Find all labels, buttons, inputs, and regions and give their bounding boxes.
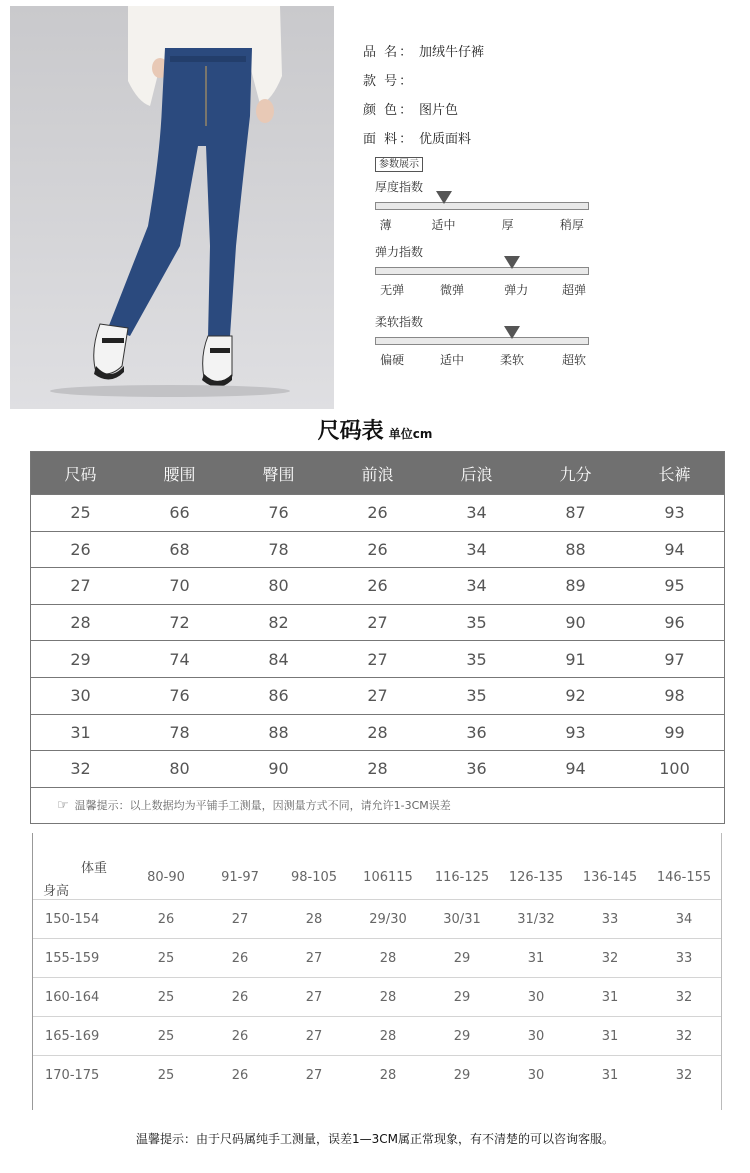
product-photo: [10, 6, 334, 409]
table-cell: 99: [664, 722, 685, 742]
table-cell: 70: [169, 576, 190, 596]
table-cell: 34: [466, 576, 487, 596]
table-cell: 97: [664, 649, 685, 669]
param-marker: [504, 326, 520, 339]
table-cell: 26: [157, 911, 175, 927]
table-cell: 27: [231, 911, 249, 927]
table-cell: 31: [601, 989, 619, 1005]
param-tick: 超弹: [562, 283, 587, 297]
table-cell: 100: [659, 759, 690, 779]
table-cell: 82: [268, 613, 289, 633]
table-cell: 34: [466, 539, 487, 559]
param-elasticity: [375, 243, 589, 297]
weight-height-header: [33, 833, 721, 899]
height-row-label: 150-154: [45, 911, 100, 927]
table-cell: 29: [453, 989, 471, 1005]
size-table-title: [0, 414, 750, 445]
param-tick: 稍厚: [559, 218, 584, 232]
table-cell: 30: [527, 1067, 545, 1083]
size-note-text: 温馨提示：以上数据均为平铺手工测量，因测量方式不同，请允许1-3CM误差: [74, 799, 451, 813]
weight-height-body: [33, 899, 721, 1094]
table-cell: 76: [268, 503, 289, 523]
param-tick: 薄: [379, 218, 392, 232]
weight-header-cell: 126-135: [508, 870, 564, 885]
table-cell: 36: [466, 759, 487, 779]
info-row-fabric: [363, 123, 723, 152]
table-row: [31, 640, 724, 677]
table-cell: 31: [601, 1028, 619, 1044]
param-tick: 微弹: [440, 283, 465, 297]
table-cell: 33: [675, 950, 693, 966]
table-cell: 28: [305, 911, 323, 927]
table-cell: 26: [367, 503, 388, 523]
table-cell: 98: [664, 686, 685, 706]
table-cell: 32: [675, 1028, 693, 1044]
table-cell: 74: [169, 649, 190, 669]
table-row: [33, 977, 721, 1016]
size-table-body: [31, 494, 724, 787]
param-bar: [375, 337, 589, 345]
table-cell: 27: [305, 1067, 323, 1083]
table-cell: 80: [268, 576, 289, 596]
table-cell: 28: [379, 950, 397, 966]
table-cell: 27: [305, 989, 323, 1005]
table-cell: 31: [601, 1067, 619, 1083]
table-cell: 30: [527, 1028, 545, 1044]
table-cell: 28: [70, 613, 91, 633]
param-softness: [375, 313, 589, 367]
table-cell: 26: [231, 989, 249, 1005]
table-cell: 35: [466, 613, 487, 633]
table-row: [33, 899, 721, 938]
table-cell: 94: [565, 759, 586, 779]
size-table-header: [31, 452, 724, 494]
param-name: 柔软指数: [375, 315, 424, 329]
table-corner: [33, 833, 129, 899]
table-cell: 25: [157, 1067, 175, 1083]
weight-height-table: [32, 833, 722, 1110]
table-cell: 26: [231, 1067, 249, 1083]
table-cell: 95: [664, 576, 685, 596]
table-cell: 34: [675, 911, 693, 927]
table-cell: 29: [453, 950, 471, 966]
table-cell: 34: [466, 503, 487, 523]
table-cell: 27: [367, 649, 388, 669]
table-cell: 32: [675, 989, 693, 1005]
height-row-label: 165-169: [45, 1028, 100, 1044]
table-cell: 26: [367, 576, 388, 596]
table-row: [31, 604, 724, 641]
size-header-cell: 尺码: [64, 464, 97, 484]
table-cell: 28: [379, 1067, 397, 1083]
product-info: [363, 36, 723, 152]
table-row: [31, 531, 724, 568]
param-ticks: [375, 351, 589, 367]
table-cell: 78: [268, 539, 289, 559]
table-cell: 28: [379, 989, 397, 1005]
table-cell: 26: [231, 950, 249, 966]
info-label: 款 号：: [363, 74, 415, 89]
table-cell: 26: [231, 1028, 249, 1044]
table-cell: 68: [169, 539, 190, 559]
table-row: [33, 1016, 721, 1055]
table-cell: 29: [453, 1067, 471, 1083]
table-row: [31, 714, 724, 751]
info-label: 品 名：: [363, 45, 415, 60]
table-cell: 27: [70, 576, 91, 596]
size-header-cell: 九分: [559, 464, 592, 484]
size-table-note: [31, 787, 724, 823]
height-row-label: 155-159: [45, 950, 100, 966]
bottom-note: 温馨提示：由于尺码属纯手工测量，误差1—3CM属正常现象，有不清楚的可以咨询客服。: [135, 1132, 614, 1146]
info-value: 图片色: [419, 103, 459, 118]
param-tick: 适中: [431, 218, 456, 232]
param-name: 厚度指数: [375, 180, 424, 194]
table-cell: 30: [70, 686, 91, 706]
weight-header-cell: 136-145: [582, 870, 638, 885]
param-tick: 适中: [440, 353, 465, 367]
table-cell: 93: [664, 503, 685, 523]
table-cell: 30/31: [443, 911, 481, 927]
info-row-style-no: [363, 65, 723, 94]
param-marker: [504, 256, 520, 269]
param-tick: 偏硬: [380, 353, 405, 367]
table-cell: 72: [169, 613, 190, 633]
table-cell: 86: [268, 686, 289, 706]
table-cell: 80: [169, 759, 190, 779]
param-tick: 柔软: [499, 353, 524, 367]
table-cell: 90: [565, 613, 586, 633]
table-cell: 29/30: [369, 911, 407, 927]
table-cell: 27: [367, 613, 388, 633]
table-cell: 96: [664, 613, 685, 633]
size-header-cell: 长裤: [658, 464, 691, 484]
table-cell: 26: [367, 539, 388, 559]
param-ticks: [375, 216, 589, 232]
info-label: 面 料：: [363, 132, 415, 147]
table-cell: 33: [601, 911, 619, 927]
table-row: [33, 938, 721, 977]
param-ticks: [375, 281, 589, 297]
table-cell: 76: [169, 686, 190, 706]
table-cell: 29: [70, 649, 91, 669]
table-cell: 28: [367, 722, 388, 742]
table-cell: 28: [379, 1028, 397, 1044]
params-title: 参数展示: [375, 157, 423, 172]
table-cell: 90: [268, 759, 289, 779]
param-bar: [375, 202, 589, 210]
param-marker: [436, 191, 452, 204]
weight-header-cell: 146-155: [656, 870, 712, 885]
table-cell: 87: [565, 503, 586, 523]
table-cell: 30: [527, 989, 545, 1005]
size-table: [30, 451, 725, 824]
table-cell: 36: [466, 722, 487, 742]
corner-weight-label: 体重: [81, 861, 108, 876]
table-cell: 84: [268, 649, 289, 669]
size-table-unit: 单位cm: [388, 427, 433, 441]
table-cell: 88: [565, 539, 586, 559]
param-tick: 弹力: [504, 283, 529, 297]
table-cell: 35: [466, 686, 487, 706]
table-cell: 32: [675, 1067, 693, 1083]
info-row-name: [363, 36, 723, 65]
table-row: [31, 567, 724, 604]
info-value: 优质面料: [419, 132, 472, 147]
weight-header-cell: 116-125: [434, 870, 490, 885]
size-header-cell: 腰围: [163, 464, 196, 484]
height-row-label: 160-164: [45, 989, 100, 1005]
table-cell: 35: [466, 649, 487, 669]
param-tick: 厚: [501, 218, 514, 232]
table-cell: 31: [70, 722, 91, 742]
table-row: [31, 677, 724, 714]
param-thickness: [375, 178, 589, 232]
table-cell: 28: [367, 759, 388, 779]
size-header-cell: 前浪: [361, 464, 394, 484]
size-table-title-text: 尺码表: [317, 419, 384, 444]
table-cell: 31/32: [517, 911, 555, 927]
info-label: 颜 色：: [363, 103, 415, 118]
table-row: [31, 750, 724, 787]
size-header-cell: 臀围: [262, 464, 295, 484]
weight-header-cell: 80-90: [147, 870, 185, 885]
table-cell: 25: [157, 1028, 175, 1044]
pointing-hand-icon: ☞: [57, 797, 69, 813]
weight-header-cell: 91-97: [221, 870, 259, 885]
table-cell: 29: [453, 1028, 471, 1044]
table-cell: 66: [169, 503, 190, 523]
table-cell: 27: [367, 686, 388, 706]
table-cell: 26: [70, 539, 91, 559]
table-cell: 25: [70, 503, 91, 523]
info-value: 加绒牛仔裤: [419, 45, 485, 60]
param-bar: [375, 267, 589, 275]
table-row: [33, 1055, 721, 1094]
table-cell: 31: [527, 950, 545, 966]
table-cell: 88: [268, 722, 289, 742]
table-cell: 32: [70, 759, 91, 779]
info-row-color: [363, 94, 723, 123]
size-header-cell: 后浪: [460, 464, 493, 484]
table-cell: 78: [169, 722, 190, 742]
table-row: [31, 494, 724, 531]
param-name: 弹力指数: [375, 245, 424, 259]
height-row-label: 170-175: [45, 1067, 100, 1083]
table-cell: 92: [565, 686, 586, 706]
table-cell: 27: [305, 1028, 323, 1044]
table-cell: 91: [565, 649, 586, 669]
table-cell: 25: [157, 950, 175, 966]
table-cell: 25: [157, 989, 175, 1005]
param-tick: 无弹: [380, 283, 405, 297]
weight-header-cell: 106115: [363, 870, 413, 885]
corner-height-label: 身高: [43, 884, 70, 899]
table-cell: 93: [565, 722, 586, 742]
table-cell: 89: [565, 576, 586, 596]
table-cell: 27: [305, 950, 323, 966]
table-cell: 94: [664, 539, 685, 559]
param-tick: 超软: [562, 353, 587, 367]
table-cell: 32: [601, 950, 619, 966]
weight-header-cell: 98-105: [290, 870, 338, 885]
